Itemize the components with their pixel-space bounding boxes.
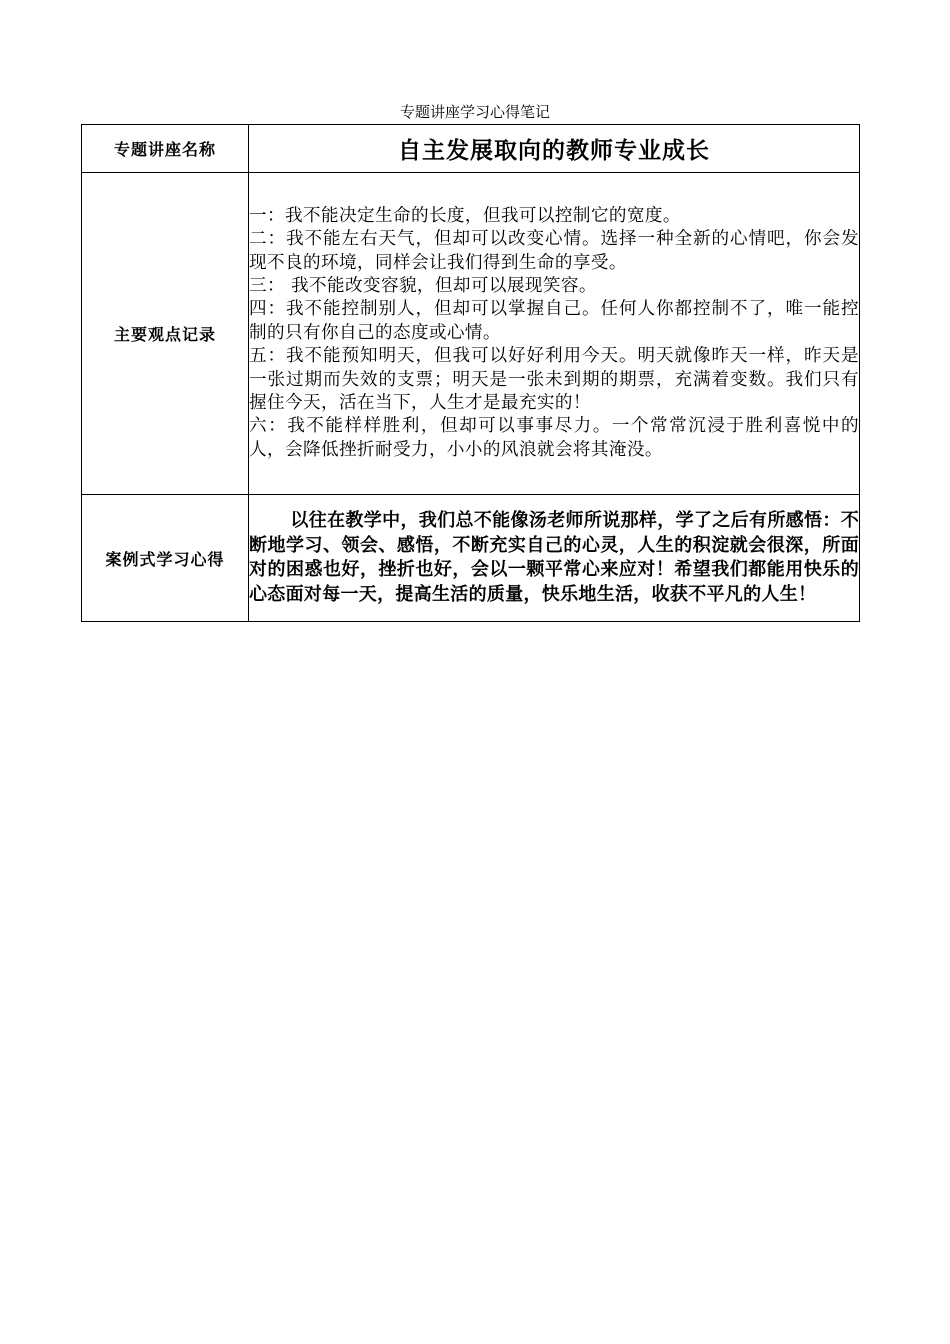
table-row-main-points [82, 173, 860, 495]
main-point-item: 二：我不能左右天气，但却可以改变心情。选择一种全新的心情吧，你会发现不良的环境，同样会让我们得到生命的享受。 [249, 229, 859, 273]
case-study-label: 案例式学习心得 [82, 495, 249, 622]
main-point-item: 四：我不能控制别人，但却可以掌握自己。任何人你都控制不了，唯一能控制的只有你自己的态度或心情。 [249, 299, 859, 343]
main-point-item: 三： 我不能改变容貌，但却可以展现笑容。 [249, 275, 597, 296]
document-header: 专题讲座学习心得笔记 [399, 103, 550, 121]
table-row-case-study [82, 495, 860, 622]
topic-value: 自主发展取向的教师专业成长 [249, 125, 860, 173]
table-row-topic [82, 125, 860, 173]
main-points-cell [249, 173, 860, 495]
lecture-notes-table [81, 124, 860, 622]
main-point-item: 一：我不能决定生命的长度，但我可以控制它的宽度。 [249, 205, 681, 226]
main-points-label: 主要观点记录 [82, 173, 249, 495]
main-point-item: 六：我不能样样胜利，但却可以事事尽力。一个常常沉浸于胜利喜悦中的人，会降低挫折耐受力，小小的风浪就会将其淹没。 [249, 416, 859, 460]
topic-label: 专题讲座名称 [82, 125, 249, 173]
case-study-text: 以往在教学中，我们总不能像汤老师所说那样，学了之后有所感悟：不断地学习、领会、感悟，不断充实自己的心灵，人生的积淀就会很深，所面对的困惑也好，挫折也好，会以一颗平常心来应对！希望我们都能用快乐的心态面对每一天，提高生活的质量，快乐地生活，收获不平凡的人生！ [249, 495, 860, 622]
main-point-item: 五：我不能预知明天，但我可以好好利用今天。明天就像昨天一样，昨天是一张过期而失效的支票；明天是一张未到期的期票，充满着变数。我们只有握住今天，活在当下，人生才是最充实的！ [249, 346, 859, 414]
